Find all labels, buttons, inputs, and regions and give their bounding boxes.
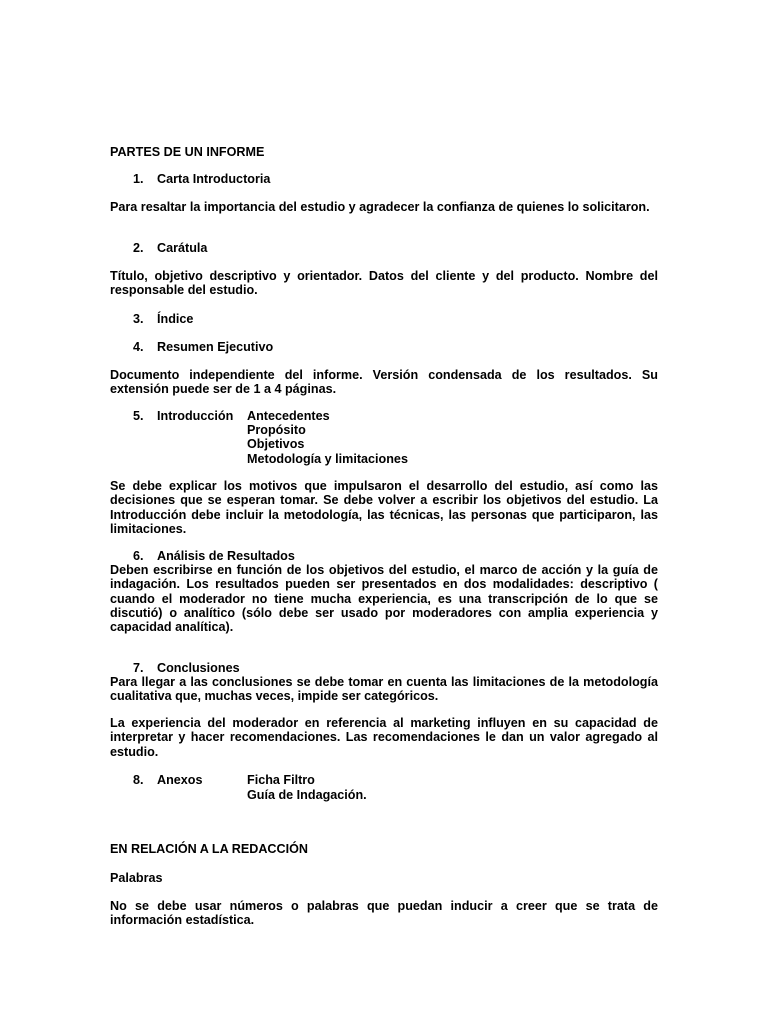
list-item-number: 1. [133, 172, 144, 186]
section-subheading: Palabras [110, 871, 163, 885]
paragraph-introduccion: Se debe explicar los motivos que impulsaron el desarrollo del estudio, así como las decisiones que se esperan tomar. Se debe volver a escribir los objetivos del estudio. La Introducción debe incluir la metodología, las técnicas, las personas que participaron, las limitaciones. [110, 479, 658, 536]
paragraph-conclusiones-2: La experiencia del moderador en referencia al marketing influyen en su capacidad de interpretar y hacer recomendaciones. Las recomendaciones le dan un valor agregado al estudio. [110, 716, 658, 759]
paragraph-carta: Para resaltar la importancia del estudio y agradecer la confianza de quienes lo solicitaron. [110, 200, 650, 214]
list-item-label: Índice [157, 312, 194, 326]
sub-item: Antecedentes [247, 409, 330, 423]
list-item-label: Resumen Ejecutivo [157, 340, 274, 354]
document-title: PARTES DE UN INFORME [110, 145, 265, 159]
section-heading: EN RELACIÓN A LA REDACCIÓN [110, 842, 309, 856]
sub-item: Metodología y limitaciones [247, 452, 408, 466]
sub-item: Ficha Filtro [247, 773, 315, 787]
paragraph-conclusiones-1: Para llegar a las conclusiones se debe tomar en cuenta las limitaciones de la metodología cualitativa que, muchas veces, impide ser categóricos. [110, 675, 658, 704]
sub-item: Propósito [247, 423, 306, 437]
list-item-label: Carta Introductoria [157, 172, 271, 186]
list-item-number: 2. [133, 241, 144, 255]
list-item-label: Introducción [157, 409, 234, 423]
sub-item: Guía de Indagación. [247, 788, 367, 802]
paragraph-resumen: Documento independiente del informe. Versión condensada de los resultados. Su extensión puede ser de 1 a 4 páginas. [110, 368, 658, 397]
list-item-label: Carátula [157, 241, 208, 255]
paragraph-analisis: Deben escribirse en función de los objetivos del estudio, el marco de acción y la guía de indagación. Los resultados pueden ser presentados en dos modalidades: descriptivo ( cuando el moderador no tiene mucha experiencia, es una transcripción de lo que se discutió) o analítico (sólo debe ser usado por moderadores con amplia experiencia y capacidad analítica). [110, 563, 658, 635]
list-item-number: 8. [133, 773, 144, 787]
sub-item: Objetivos [247, 437, 305, 451]
list-item-number: 6. [133, 549, 144, 563]
list-item-number: 7. [133, 661, 144, 675]
list-item-number: 5. [133, 409, 144, 423]
paragraph-palabras: No se debe usar números o palabras que puedan inducir a creer que se trata de información estadística. [110, 899, 658, 928]
list-item-label: Conclusiones [157, 661, 240, 675]
list-item-number: 3. [133, 312, 144, 326]
paragraph-caratula: Título, objetivo descriptivo y orientador. Datos del cliente y del producto. Nombre del responsable del estudio. [110, 269, 658, 298]
list-item-label: Anexos [157, 773, 203, 787]
list-item-number: 4. [133, 340, 144, 354]
list-item-label: Análisis de Resultados [157, 549, 295, 563]
